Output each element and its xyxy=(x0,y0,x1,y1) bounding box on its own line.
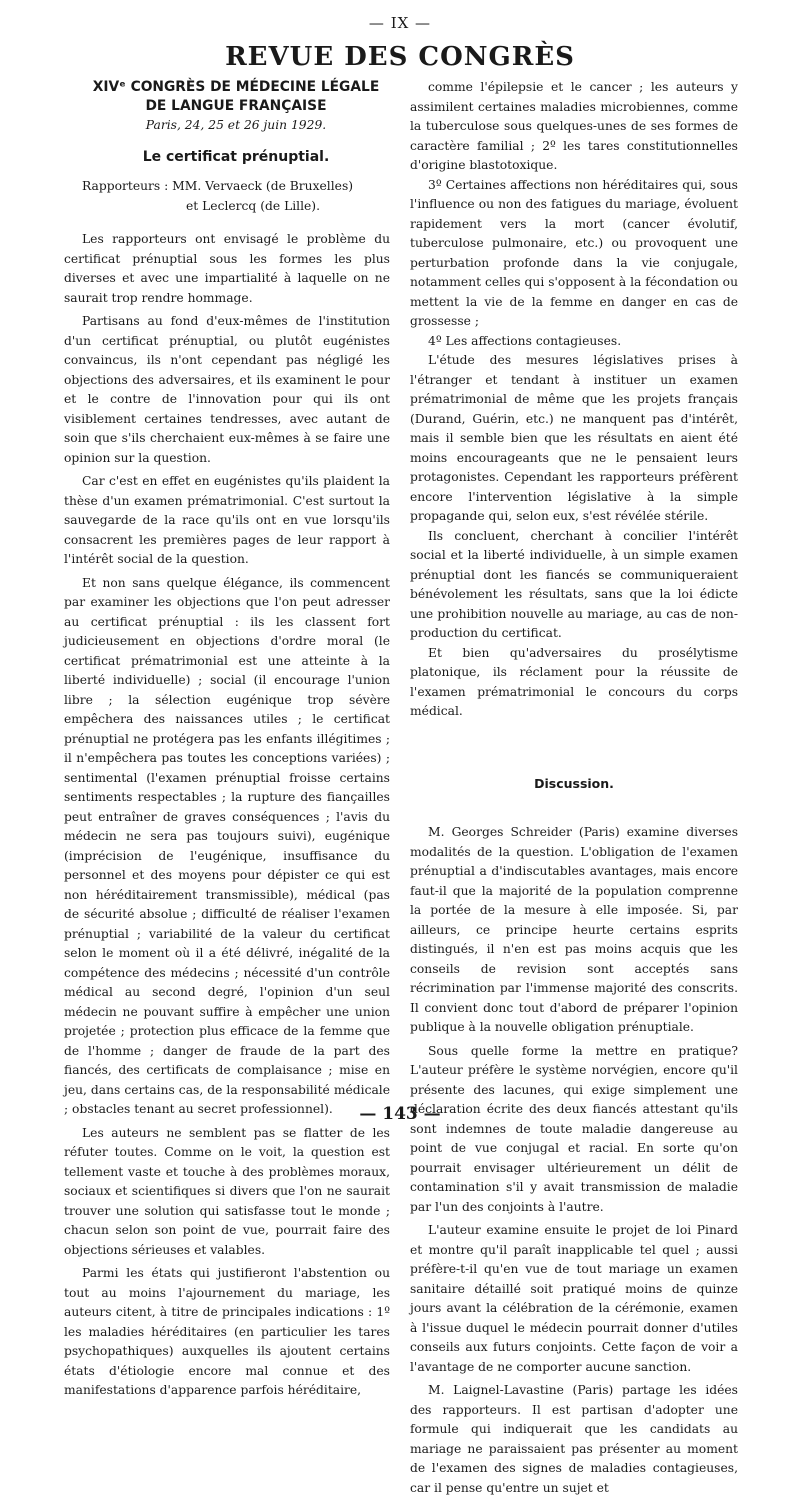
paragraph: Car c'est en effet en eugénistes qu'ils plaident la thèse d'un examen prématrimonial. C'est surtout la sauvegarde de la race qu'ils ont en vue lorsqu'ils consacrent les premières pages de leur rapport à l'intérêt social de la question. xyxy=(64,474,390,566)
page-number: — 143 — xyxy=(359,1104,441,1124)
congress-title-line1: XIVᵉ CONGRÈS DE MÉDECINE LÉGALE xyxy=(92,79,380,95)
paragraph: Partisans au fond d'eux-mêmes de l'institution d'un certificat prénuptial, ou plutôt eugénistes convaincus, ils n'ont cependant pas négligé les objections des adversaires, et ils examinent le pour et le contre de l'innovation pour qui ils ont visiblement certaines tendresses, avec autant de soin que s'ils cherchaient eux-mêmes à se faire une opinion sur la question. xyxy=(64,314,390,465)
left-column xyxy=(64,78,390,1401)
paragraph: L'étude des mesures législatives prises à l'étranger et tendant à instituer un examen prématrimonial de même que les projets français (Durand, Guérin, etc.) ne manquent pas d'intérêt, mais il semble bien que les résultats en aient été moins encourageants que ne le pensaient leurs protagonistes. Cependant les rapporteurs préfèrent encore l'intervention législative à la simple propagande qui, selon eux, s'est révélée stérile. xyxy=(410,353,738,523)
paragraph: comme l'épilepsie et le cancer ; les auteurs y assimilent certaines maladies microbiennes, comme la tuberculose sous quelques-unes de ses formes de caractère familial ; 2º les tares constitutionnelles d'origine blastotoxique. xyxy=(410,80,738,172)
paragraph: Parmi les états qui justifieront l'abstention ou tout au moins l'ajournement du mariage, les auteurs citent, à titre de principales indications : 1º les maladies héréditaires (en particulier les tares psychopathiques) auxquelles ils ajoutent certains états d'étiologie encore mal connue et des manifestations d'apparence parfois héréditaire, xyxy=(64,1266,390,1397)
paragraph: Et non sans quelque élégance, ils commencent par examiner les objections que l'on peut adresser au certificat prénuptial : ils les classent fort judicieusement en objections d'ordre moral (le certificat prématrimonial est une atteinte à la liberté individuelle) ; social (il encourage l'union libre ; la sélection eugénique trop sévère empêchera des naissances utiles ; le certificat prénuptial ne protégera pas les enfants illégitimes ; il n'empêchera pas toutes les conceptions variées) ; sentimental (l'examen prénuptial froisse certains sentiments respectables ; la rupture des fiançailles peut entraîner de graves conséquences ; l'avis du médecin ne sera pas toujours suivi), eugénique (imprécision de l'eugénique, insuffisance du personnel et des moyens pour dépister ce qui est non héréditairement transmissible), médical (pas de sécurité absolue ; difficulté de réaliser l'examen prénuptial ; variabilité de la valeur du certificat selon le moment où il a été délivré, inégalité de la compétence des médecins ; nécessité d'un contrôle médical au second degré, l'opinion d'un seul médecin ne pouvant suffire à empêcher une union projetée ; protection plus efficace de la femme que de l'homme ; danger de fraude de la part des fiancés, des certificats de complaisance ; mise en jeu, dans certains cas, de la responsabilité médicale ; obstacles tenant au secret professionnel). xyxy=(64,575,390,1116)
paragraph: M. Georges Schreider (Paris) examine diverses modalités de la question. L'obligation de l'examen prénuptial a d'indiscutables avantages, mais encore faut-il que la majorité de la population comprenne la portée de la mesure à elle imposée. Si, par ailleurs, ce principe heurte certains esprits distingués, il n'en est pas moins acquis que les conseils de revision sont acceptés sans récrimination par l'immense majorité des conscrits. Il convient donc tout d'abord de préparer l'opinion publique à la nouvelle obligation prénuptiale. xyxy=(410,825,738,1034)
rapporteurs-line2: et Leclercq (de Lille). xyxy=(186,198,321,213)
right-column xyxy=(410,78,738,1498)
paragraph: M. Laignel-Lavastine (Paris) partage les idées des rapporteurs. Il est partisan d'adopter une formule qui indiquerait que les candidats au mariage ne paraissaient pas présenter au moment de l'examen des signes de maladies contagieuses, car il pense qu'entre un sujet et xyxy=(410,1383,738,1495)
rapporteurs-line1: Rapporteurs : MM. Vervaeck (de Bruxelles) xyxy=(82,179,354,193)
paragraph: Ils concluent, cherchant à concilier l'intérêt social et la liberté individuelle, à un simple examen prénuptial dont les fiancés se communiqueraient bénévolement les résultats, sans que la loi édicte une prohibition nouvelle au mariage, au cas de non-production du certificat. xyxy=(410,528,738,640)
discussion-heading: Discussion. xyxy=(534,775,614,791)
page-title: REVUE DES CONGRÈS xyxy=(225,42,575,72)
paragraph: L'auteur examine ensuite le projet de loi Pinard et montre qu'il paraît inapplicable tel quel ; aussi préfère-t-il qu'en vue de tout mariage un examen sanitaire détaillé soit pratiqué moins de quinze jours avant la célébration de la cérémonie, examen à l'issue duquel le médecin pourrait donner d'utiles conseils aux futurs conjoints. Cette façon de voir a l'avantage de ne comporter aucune sanction. xyxy=(410,1223,738,1374)
paragraph: 4º Les affections contagieuses. xyxy=(428,333,622,348)
article-title: Le certificat prénuptial. xyxy=(142,148,330,165)
congress-date: Paris, 24, 25 et 26 juin 1929. xyxy=(145,118,327,132)
paragraph: Les auteurs ne semblent pas se flatter de les réfuter toutes. Comme on le voit, la question est tellement vaste et touche à des problèmes moraux, sociaux et scientifiques si divers que l'on ne saurait trouver une solution qui satisfasse tout le monde ; chacun selon son point de vue, pourrait faire des objections sérieuses et valables. xyxy=(64,1125,390,1257)
paragraph: Et bien qu'adversaires du prosélytisme platonique, ils réclament pour la réussite de l'examen prématrimonial le concours du corps médical. xyxy=(410,645,738,718)
paragraph: 3º Certaines affections non héréditaires qui, sous l'influence ou non des fatigues du mariage, évoluent rapidement vers la mort (cancer évolutif, tuberculose pulmonaire, etc.) ou provoquent une perturbation profonde dans la vie conjugale, notamment celles qui s'opposent à la fécondation ou mettent la vie de la femme en danger en cas de grossesse ; xyxy=(410,177,738,328)
paragraph: Les rapporteurs ont envisagé le problème du certificat prénuptial sous les formes les plus diverses et avec une impartialité à laquelle on ne saurait trop rendre hommage. xyxy=(64,232,390,305)
paragraph: Sous quelle forme la mettre en pratique? L'auteur préfère le système norvégien, encore qu'il présente des lacunes, qui exige simplement une déclaration écrite des deux fiancés attestant qu'ils sont indemnes de toute maladie dangereuse au point de vue conjugal et racial. En sorte qu'on pourrait envisager ultérieurement un délit de contamination s'il y avait transmission de maladie par l'un des conjoints à l'autre. xyxy=(410,1043,738,1214)
congress-title-line2: DE LANGUE FRANÇAISE xyxy=(145,98,327,114)
page-roman-number: — IX — xyxy=(368,14,432,32)
